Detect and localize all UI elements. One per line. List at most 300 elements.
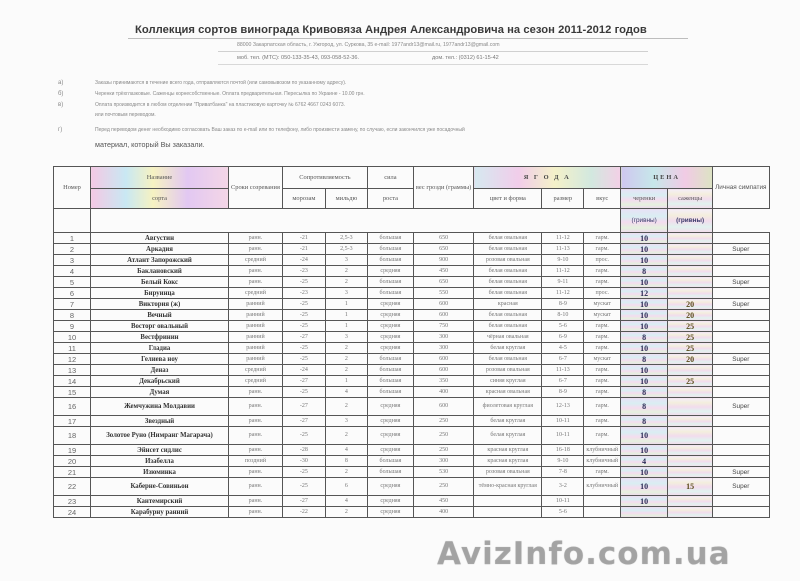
bunch-weight: 900 xyxy=(413,255,473,266)
berry-size: 10-11 xyxy=(542,427,584,445)
variety-name: Эйнсет сидлис xyxy=(91,445,229,456)
frost-resistance: -25 xyxy=(282,277,325,288)
mildew-resistance: 3 xyxy=(325,332,367,343)
mildew-resistance: 4 xyxy=(325,445,367,456)
berry-color-shape: белая круглая xyxy=(474,343,542,354)
ripening-period: ранн. xyxy=(229,478,283,496)
ripening-period: средний xyxy=(229,365,283,376)
variety-name: Гладиа xyxy=(91,343,229,354)
cuttings-price: 10 xyxy=(621,321,668,332)
variety-name: Белый Кокс xyxy=(91,277,229,288)
variety-name: Вестфринин xyxy=(91,332,229,343)
personal-rating xyxy=(713,456,769,467)
cuttings-price: 10 xyxy=(621,255,668,266)
row-number: 6 xyxy=(54,288,91,299)
berry-taste: мускат xyxy=(584,354,621,365)
personal-rating: Super xyxy=(713,244,769,255)
berry-color-shape: белая овальная xyxy=(474,354,542,365)
berry-size: 9-10 xyxy=(542,456,584,467)
mildew-resistance: 3 xyxy=(325,416,367,427)
personal-rating xyxy=(713,332,769,343)
growth-strength: средняя xyxy=(367,310,413,321)
table-row xyxy=(54,310,770,321)
berry-color-shape: белая круглая xyxy=(474,427,542,445)
table-row xyxy=(54,365,770,376)
frost-resistance: -25 xyxy=(282,354,325,365)
ripening-period: ранн. xyxy=(229,427,283,445)
berry-taste xyxy=(584,496,621,507)
frost-resistance: -25 xyxy=(282,478,325,496)
row-number: 16 xyxy=(54,398,91,416)
frost-resistance: -25 xyxy=(282,299,325,310)
note-text: Черенки трёхглазковые. Саженцы корнесобственные. Оплата предварительная. Пересылка по Украине - 10.00 грн. xyxy=(95,91,365,97)
varieties-table xyxy=(53,166,770,518)
variety-name: Жемчужина Молдавии xyxy=(91,398,229,416)
table-row xyxy=(54,456,770,467)
ripening-period: ранний xyxy=(229,354,283,365)
bunch-weight: 400 xyxy=(413,507,473,518)
ripening-period: средний xyxy=(229,255,283,266)
bunch-weight: 600 xyxy=(413,354,473,365)
home-phone: дом. тел.: (0312) 61-15-42 xyxy=(432,55,499,61)
bunch-weight: 300 xyxy=(413,343,473,354)
variety-name: Изабелла xyxy=(91,456,229,467)
berry-color-shape: белая овальная xyxy=(474,233,542,244)
ripening-period: ранний xyxy=(229,321,283,332)
growth-strength: средняя xyxy=(367,416,413,427)
header-size: размер xyxy=(542,189,584,209)
row-number: 4 xyxy=(54,266,91,277)
mildew-resistance: 2 xyxy=(325,277,367,288)
ripening-period: ранн. xyxy=(229,467,283,478)
table-row xyxy=(54,387,770,398)
berry-size: 6-7 xyxy=(542,376,584,387)
ripening-period: ранн. xyxy=(229,416,283,427)
personal-rating: Super xyxy=(713,467,769,478)
header-frost: морозам xyxy=(282,189,325,209)
personal-rating xyxy=(713,233,769,244)
table-row xyxy=(54,478,770,496)
berry-color-shape: розовая овальная xyxy=(474,467,542,478)
mildew-resistance: 6 xyxy=(325,478,367,496)
growth-strength: большая xyxy=(367,233,413,244)
seedlings-price xyxy=(668,427,713,445)
ripening-period: ранний xyxy=(229,343,283,354)
growth-strength: средняя xyxy=(367,321,413,332)
row-number: 14 xyxy=(54,376,91,387)
variety-name: Восторг овальный xyxy=(91,321,229,332)
bunch-weight: 550 xyxy=(413,288,473,299)
growth-strength: средняя xyxy=(367,398,413,416)
frost-resistance: -25 xyxy=(282,387,325,398)
seedlings-price xyxy=(668,288,713,299)
ripening-period: ранн. xyxy=(229,445,283,456)
note-label: г) xyxy=(58,127,63,133)
growth-strength: большая xyxy=(367,277,413,288)
row-number: 9 xyxy=(54,321,91,332)
berry-taste: клубничный xyxy=(584,445,621,456)
growth-strength: большая xyxy=(367,467,413,478)
cuttings-price: 10 xyxy=(621,365,668,376)
mildew-resistance: 4 xyxy=(325,496,367,507)
variety-name: Звездный xyxy=(91,416,229,427)
header-price: ЦЕНА xyxy=(621,167,713,189)
berry-taste: гарм. xyxy=(584,398,621,416)
berry-color-shape xyxy=(474,496,542,507)
row-number: 23 xyxy=(54,496,91,507)
berry-taste: гарм. xyxy=(584,376,621,387)
seedlings-price xyxy=(668,416,713,427)
row-number: 11 xyxy=(54,343,91,354)
growth-strength: большая xyxy=(367,255,413,266)
table-row xyxy=(54,376,770,387)
row-number: 8 xyxy=(54,310,91,321)
bunch-weight: 600 xyxy=(413,299,473,310)
header-personal: Личная симпатия xyxy=(713,167,769,209)
variety-name: Гелиева ноу xyxy=(91,354,229,365)
variety-name: Изюминка xyxy=(91,467,229,478)
berry-color-shape xyxy=(474,507,542,518)
row-number: 13 xyxy=(54,365,91,376)
berry-color-shape: тёмно-красная круглая xyxy=(474,478,542,496)
row-number: 3 xyxy=(54,255,91,266)
header-spacer xyxy=(91,209,621,233)
personal-rating xyxy=(713,343,769,354)
table-row xyxy=(54,321,770,332)
mildew-resistance: 2,5-3 xyxy=(325,244,367,255)
growth-strength: средняя xyxy=(367,496,413,507)
table-row xyxy=(54,244,770,255)
berry-size: 11-12 xyxy=(542,266,584,277)
cuttings-price: 10 xyxy=(621,299,668,310)
header-bunch-weight: вес грозди (граммы) xyxy=(413,167,473,209)
table-row xyxy=(54,332,770,343)
growth-strength: большая xyxy=(367,376,413,387)
variety-name: Думая xyxy=(91,387,229,398)
bunch-weight: 650 xyxy=(413,277,473,288)
ripening-period: ранн. xyxy=(229,266,283,277)
row-number: 7 xyxy=(54,299,91,310)
ripening-period: ранн. xyxy=(229,233,283,244)
note-label: б) xyxy=(58,91,64,97)
berry-taste: гарм. xyxy=(584,266,621,277)
bunch-weight: 250 xyxy=(413,478,473,496)
mildew-resistance: 3 xyxy=(325,288,367,299)
cuttings-price: 10 xyxy=(621,343,668,354)
berry-size: 16-18 xyxy=(542,445,584,456)
growth-strength: большая xyxy=(367,354,413,365)
header-seedlings: саженцы xyxy=(668,189,713,209)
growth-strength: средняя xyxy=(367,266,413,277)
personal-rating xyxy=(713,365,769,376)
seedlings-price xyxy=(668,244,713,255)
mildew-resistance: 1 xyxy=(325,310,367,321)
personal-rating: Super xyxy=(713,299,769,310)
row-number: 20 xyxy=(54,456,91,467)
seedlings-price xyxy=(668,398,713,416)
bunch-weight: 650 xyxy=(413,244,473,255)
berry-color-shape: белая круглая xyxy=(474,416,542,427)
frost-resistance: -27 xyxy=(282,398,325,416)
table-row xyxy=(54,427,770,445)
berry-size: 11-13 xyxy=(542,244,584,255)
header-resistance: Сопротивляемость xyxy=(282,167,367,189)
mildew-resistance: 2 xyxy=(325,427,367,445)
berry-color-shape: красная круглая xyxy=(474,456,542,467)
note-label: а) xyxy=(58,80,64,86)
table-row xyxy=(54,354,770,365)
mildew-resistance: 2 xyxy=(325,398,367,416)
berry-color-shape: красная овальная xyxy=(474,387,542,398)
berry-taste: гарм. xyxy=(584,233,621,244)
mildew-resistance: 2 xyxy=(325,467,367,478)
berry-taste: клубничный xyxy=(584,478,621,496)
berry-color-shape: розовая овальная xyxy=(474,365,542,376)
personal-rating xyxy=(713,427,769,445)
growth-strength: средняя xyxy=(367,478,413,496)
growth-strength: средняя xyxy=(367,445,413,456)
bunch-weight: 300 xyxy=(413,332,473,343)
header-berry: Я Г О Д А xyxy=(474,167,621,189)
frost-resistance: -27 xyxy=(282,376,325,387)
frost-resistance: -27 xyxy=(282,332,325,343)
personal-rating xyxy=(713,321,769,332)
seedlings-price xyxy=(668,266,713,277)
table-row xyxy=(54,266,770,277)
personal-rating xyxy=(713,445,769,456)
growth-strength: средняя xyxy=(367,507,413,518)
berry-taste: гарм. xyxy=(584,467,621,478)
berry-taste xyxy=(584,507,621,518)
header-name-bottom: сорта xyxy=(91,189,229,209)
berry-taste: гарм. xyxy=(584,277,621,288)
header-growth-top: сила xyxy=(367,167,413,189)
bunch-weight: 600 xyxy=(413,398,473,416)
seedlings-price xyxy=(668,277,713,288)
note-text: Оплата производится в любом отделении "Приватбанка" на пластиковую карточку № 6762 4667 0243 6073. xyxy=(95,102,346,108)
header-name-top: Название xyxy=(91,167,229,189)
berry-size: 11-12 xyxy=(542,288,584,299)
header-seedlings-unit: (гривны) xyxy=(668,209,713,233)
ripening-period: ранн. xyxy=(229,387,283,398)
berry-color-shape: белая овальная xyxy=(474,277,542,288)
mildew-resistance: 4 xyxy=(325,387,367,398)
bunch-weight: 600 xyxy=(413,365,473,376)
cuttings-price: 12 xyxy=(621,288,668,299)
cuttings-price: 10 xyxy=(621,376,668,387)
cuttings-price: 10 xyxy=(621,427,668,445)
ripening-period: ранний xyxy=(229,299,283,310)
berry-size: 7-8 xyxy=(542,467,584,478)
variety-name: Золотое Руно (Нимранг Магарача) xyxy=(91,427,229,445)
bunch-weight: 600 xyxy=(413,310,473,321)
seedlings-price: 20 xyxy=(668,354,713,365)
bunch-weight: 250 xyxy=(413,445,473,456)
berry-taste: прос. xyxy=(584,255,621,266)
note-text: материал, который Вы заказали. xyxy=(95,140,205,149)
frost-resistance: -23 xyxy=(282,266,325,277)
divider xyxy=(218,51,648,52)
berry-taste: гарм. xyxy=(584,332,621,343)
header-growth-bottom: роста xyxy=(367,189,413,209)
growth-strength: средняя xyxy=(367,332,413,343)
table-row xyxy=(54,416,770,427)
growth-strength: большая xyxy=(367,288,413,299)
berry-color-shape: белая овальная xyxy=(474,288,542,299)
berry-size: 6-9 xyxy=(542,332,584,343)
divider xyxy=(128,38,688,39)
table-row xyxy=(54,233,770,244)
seedlings-price xyxy=(668,255,713,266)
mildew-resistance: 2 xyxy=(325,507,367,518)
frost-resistance: -30 xyxy=(282,456,325,467)
table-row xyxy=(54,299,770,310)
personal-rating xyxy=(713,387,769,398)
mobile-phone: моб. тел. (МТС): 050-133-35-43, 093-058-52-36. xyxy=(237,55,360,61)
table-row xyxy=(54,255,770,266)
personal-rating xyxy=(713,288,769,299)
seedlings-price xyxy=(668,496,713,507)
berry-size: 8-9 xyxy=(542,299,584,310)
variety-name: Каберне-Совиньон xyxy=(91,478,229,496)
cuttings-price: 8 xyxy=(621,387,668,398)
frost-resistance: -27 xyxy=(282,416,325,427)
seedlings-price: 25 xyxy=(668,376,713,387)
header-color-shape: цвет и форма xyxy=(474,189,542,209)
seedlings-price: 25 xyxy=(668,343,713,354)
berry-color-shape: белая овальная xyxy=(474,321,542,332)
frost-resistance: -23 xyxy=(282,288,325,299)
personal-rating xyxy=(713,416,769,427)
mildew-resistance: 3 xyxy=(325,255,367,266)
cuttings-price: 10 xyxy=(621,445,668,456)
cuttings-price xyxy=(621,507,668,518)
mildew-resistance: 1 xyxy=(325,299,367,310)
row-number: 24 xyxy=(54,507,91,518)
personal-rating xyxy=(713,255,769,266)
header-spacer xyxy=(54,209,91,233)
bunch-weight: 450 xyxy=(413,496,473,507)
seedlings-price: 25 xyxy=(668,332,713,343)
berry-size: 8-9 xyxy=(542,387,584,398)
variety-name: Кантемирский xyxy=(91,496,229,507)
note-text: Заказы принимаются в течение всего года, отправляются почтой (или самовывозом по указанному адресу). xyxy=(95,80,347,86)
phones-line xyxy=(237,55,657,61)
variety-name: Бируинца xyxy=(91,288,229,299)
cuttings-price: 8 xyxy=(621,398,668,416)
header-number: Номер xyxy=(54,167,91,209)
berry-size: 5-6 xyxy=(542,507,584,518)
growth-strength: средняя xyxy=(367,343,413,354)
document-title: Коллекция сортов винограда Кривовяза Андрея Александровича на сезон 2011-2012 годов xyxy=(135,24,647,36)
header-cuttings-unit: (гривны) xyxy=(621,209,668,233)
berry-size: 9-11 xyxy=(542,277,584,288)
header-spacer xyxy=(713,209,769,233)
berry-color-shape: красная круглая xyxy=(474,445,542,456)
bunch-weight: 250 xyxy=(413,416,473,427)
berry-size: 12-13 xyxy=(542,398,584,416)
frost-resistance: -24 xyxy=(282,365,325,376)
row-number: 17 xyxy=(54,416,91,427)
divider xyxy=(218,64,648,65)
berry-color-shape: белая овальная xyxy=(474,310,542,321)
cuttings-price: 4 xyxy=(621,456,668,467)
mildew-resistance: 2,5-3 xyxy=(325,233,367,244)
row-number: 19 xyxy=(54,445,91,456)
ripening-period: средний xyxy=(229,376,283,387)
seedlings-price: 20 xyxy=(668,310,713,321)
frost-resistance: -21 xyxy=(282,233,325,244)
personal-rating xyxy=(713,310,769,321)
berry-taste: гарм. xyxy=(584,427,621,445)
berry-size: 6-7 xyxy=(542,354,584,365)
seedlings-price xyxy=(668,387,713,398)
bunch-weight: 450 xyxy=(413,266,473,277)
personal-rating xyxy=(713,376,769,387)
row-number: 10 xyxy=(54,332,91,343)
seedlings-price: 20 xyxy=(668,299,713,310)
table-row xyxy=(54,343,770,354)
berry-taste: гарм. xyxy=(584,416,621,427)
personal-rating xyxy=(713,266,769,277)
growth-strength: большая xyxy=(367,387,413,398)
row-number: 5 xyxy=(54,277,91,288)
frost-resistance: -27 xyxy=(282,496,325,507)
berry-size: 11-13 xyxy=(542,365,584,376)
row-number: 12 xyxy=(54,354,91,365)
berry-taste: гарм. xyxy=(584,321,621,332)
berry-taste: прос. xyxy=(584,288,621,299)
berry-taste: мускат xyxy=(584,299,621,310)
variety-name: Декабрьский xyxy=(91,376,229,387)
cuttings-price: 8 xyxy=(621,332,668,343)
growth-strength: средняя xyxy=(367,299,413,310)
berry-color-shape: синяя круглая xyxy=(474,376,542,387)
berry-taste: клубничный xyxy=(584,456,621,467)
growth-strength: средняя xyxy=(367,427,413,445)
table-row xyxy=(54,467,770,478)
mildew-resistance: 2 xyxy=(325,266,367,277)
frost-resistance: -28 xyxy=(282,445,325,456)
cuttings-price: 10 xyxy=(621,233,668,244)
personal-rating: Super xyxy=(713,398,769,416)
variety-name: Виктория (ж) xyxy=(91,299,229,310)
header-cuttings: черенки xyxy=(621,189,668,209)
frost-resistance: -21 xyxy=(282,244,325,255)
personal-rating xyxy=(713,496,769,507)
berry-size: 5-6 xyxy=(542,321,584,332)
variety-name: Атлант Запорожский xyxy=(91,255,229,266)
berry-color-shape: белая овальная xyxy=(474,266,542,277)
mildew-resistance: 8 xyxy=(325,456,367,467)
table-row xyxy=(54,496,770,507)
row-number: 1 xyxy=(54,233,91,244)
berry-color-shape: фиолетовая круглая xyxy=(474,398,542,416)
table-row xyxy=(54,288,770,299)
ripening-period: ранн. xyxy=(229,277,283,288)
cuttings-price: 10 xyxy=(621,244,668,255)
mildew-resistance: 1 xyxy=(325,376,367,387)
cuttings-price: 10 xyxy=(621,496,668,507)
cuttings-price: 10 xyxy=(621,277,668,288)
berry-size: 11-12 xyxy=(542,233,584,244)
berry-size: 8-10 xyxy=(542,310,584,321)
berry-color-shape: чёрная овальная xyxy=(474,332,542,343)
ripening-period: средний xyxy=(229,288,283,299)
cuttings-price: 10 xyxy=(621,467,668,478)
table-row xyxy=(54,398,770,416)
variety-name: Карабурну ранний xyxy=(91,507,229,518)
